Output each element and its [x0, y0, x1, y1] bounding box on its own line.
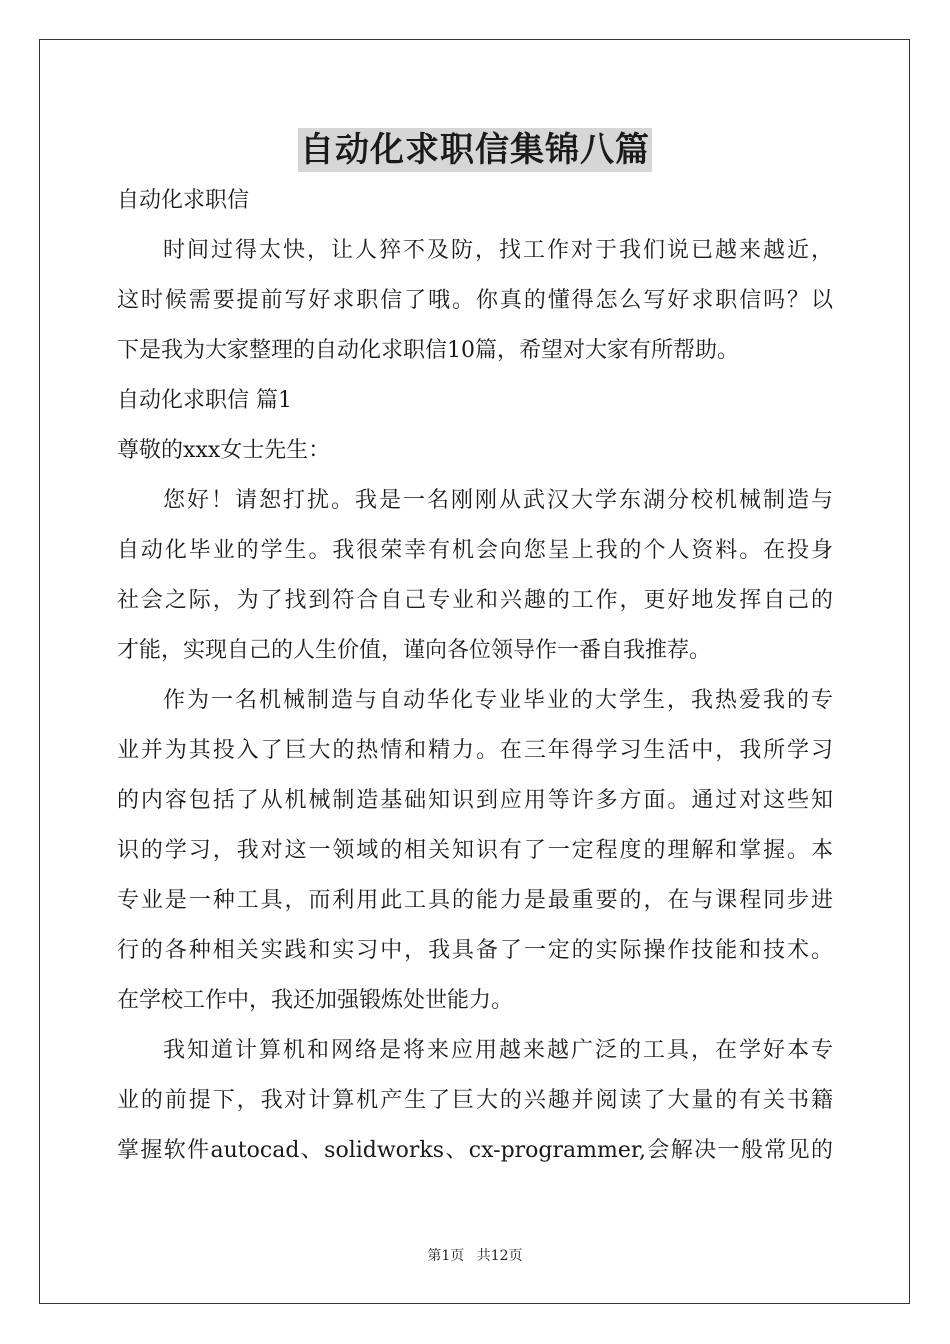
text-line: 业的前提下，我对计算机产生了巨大的兴趣并阅读了大量的有关书籍 [117, 1088, 833, 1113]
text-line: 您好！请恕打扰。我是一名刚刚从武汉大学东湖分校机械制造与 [163, 488, 833, 513]
text-line: 自动化求职信 [117, 188, 250, 213]
document-body [117, 176, 833, 1176]
text-line: 识的学习，我对这一领域的相关知识有了一定程度的理解和掌握。本 [117, 838, 833, 863]
page-number: 第1页 [427, 1248, 465, 1264]
document-title: 自动化求职信集锦八篇 [300, 130, 650, 170]
title-container [0, 128, 950, 172]
text-line: 的内容包括了从机械制造基础知识到应用等许多方面。通过对这些知 [117, 788, 833, 813]
text-line: 作为一名机械制造与自动华化专业毕业的大学生，我热爱我的专 [163, 688, 833, 713]
text-line: 下是我为大家整理的自动化求职信10篇，希望对大家有所帮助。 [117, 338, 739, 363]
text-line: 在学校工作中，我还加强锻炼处世能力。 [117, 988, 514, 1013]
text-line: 自动化求职信 篇1 [117, 388, 292, 413]
page-footer [0, 1245, 950, 1265]
text-line: 行的各种相关实践和实习中，我具备了一定的实际操作技能和技术。 [117, 938, 833, 963]
text-line: 才能，实现自己的人生价值，谨向各位领导作一番自我推荐。 [117, 638, 712, 663]
text-line: 自动化毕业的学生。我很荣幸有机会向您呈上我的个人资料。在投身 [117, 538, 833, 563]
text-line: 尊敬的xxx女士先生： [117, 438, 331, 463]
text-line: 社会之际，为了找到符合自己专业和兴趣的工作，更好地发挥自己的 [117, 588, 833, 613]
text-line: 专业是一种工具，而利用此工具的能力是最重要的，在与课程同步进 [117, 888, 833, 913]
text-line: 我知道计算机和网络是将来应用越来越广泛的工具，在学好本专 [163, 1038, 833, 1063]
text-line: 时间过得太快，让人猝不及防，找工作对于我们说已越来越近， [163, 238, 833, 263]
text-line: 掌握软件autocad、solidworks、cx-programmer,会解决一般常见的 [117, 1138, 833, 1163]
page-total: 共12页 [476, 1248, 523, 1264]
text-line: 这时候需要提前写好求职信了哦。你真的懂得怎么写好求职信吗？以 [117, 288, 833, 313]
text-line: 业并为其投入了巨大的热情和精力。在三年得学习生活中，我所学习 [117, 738, 833, 763]
